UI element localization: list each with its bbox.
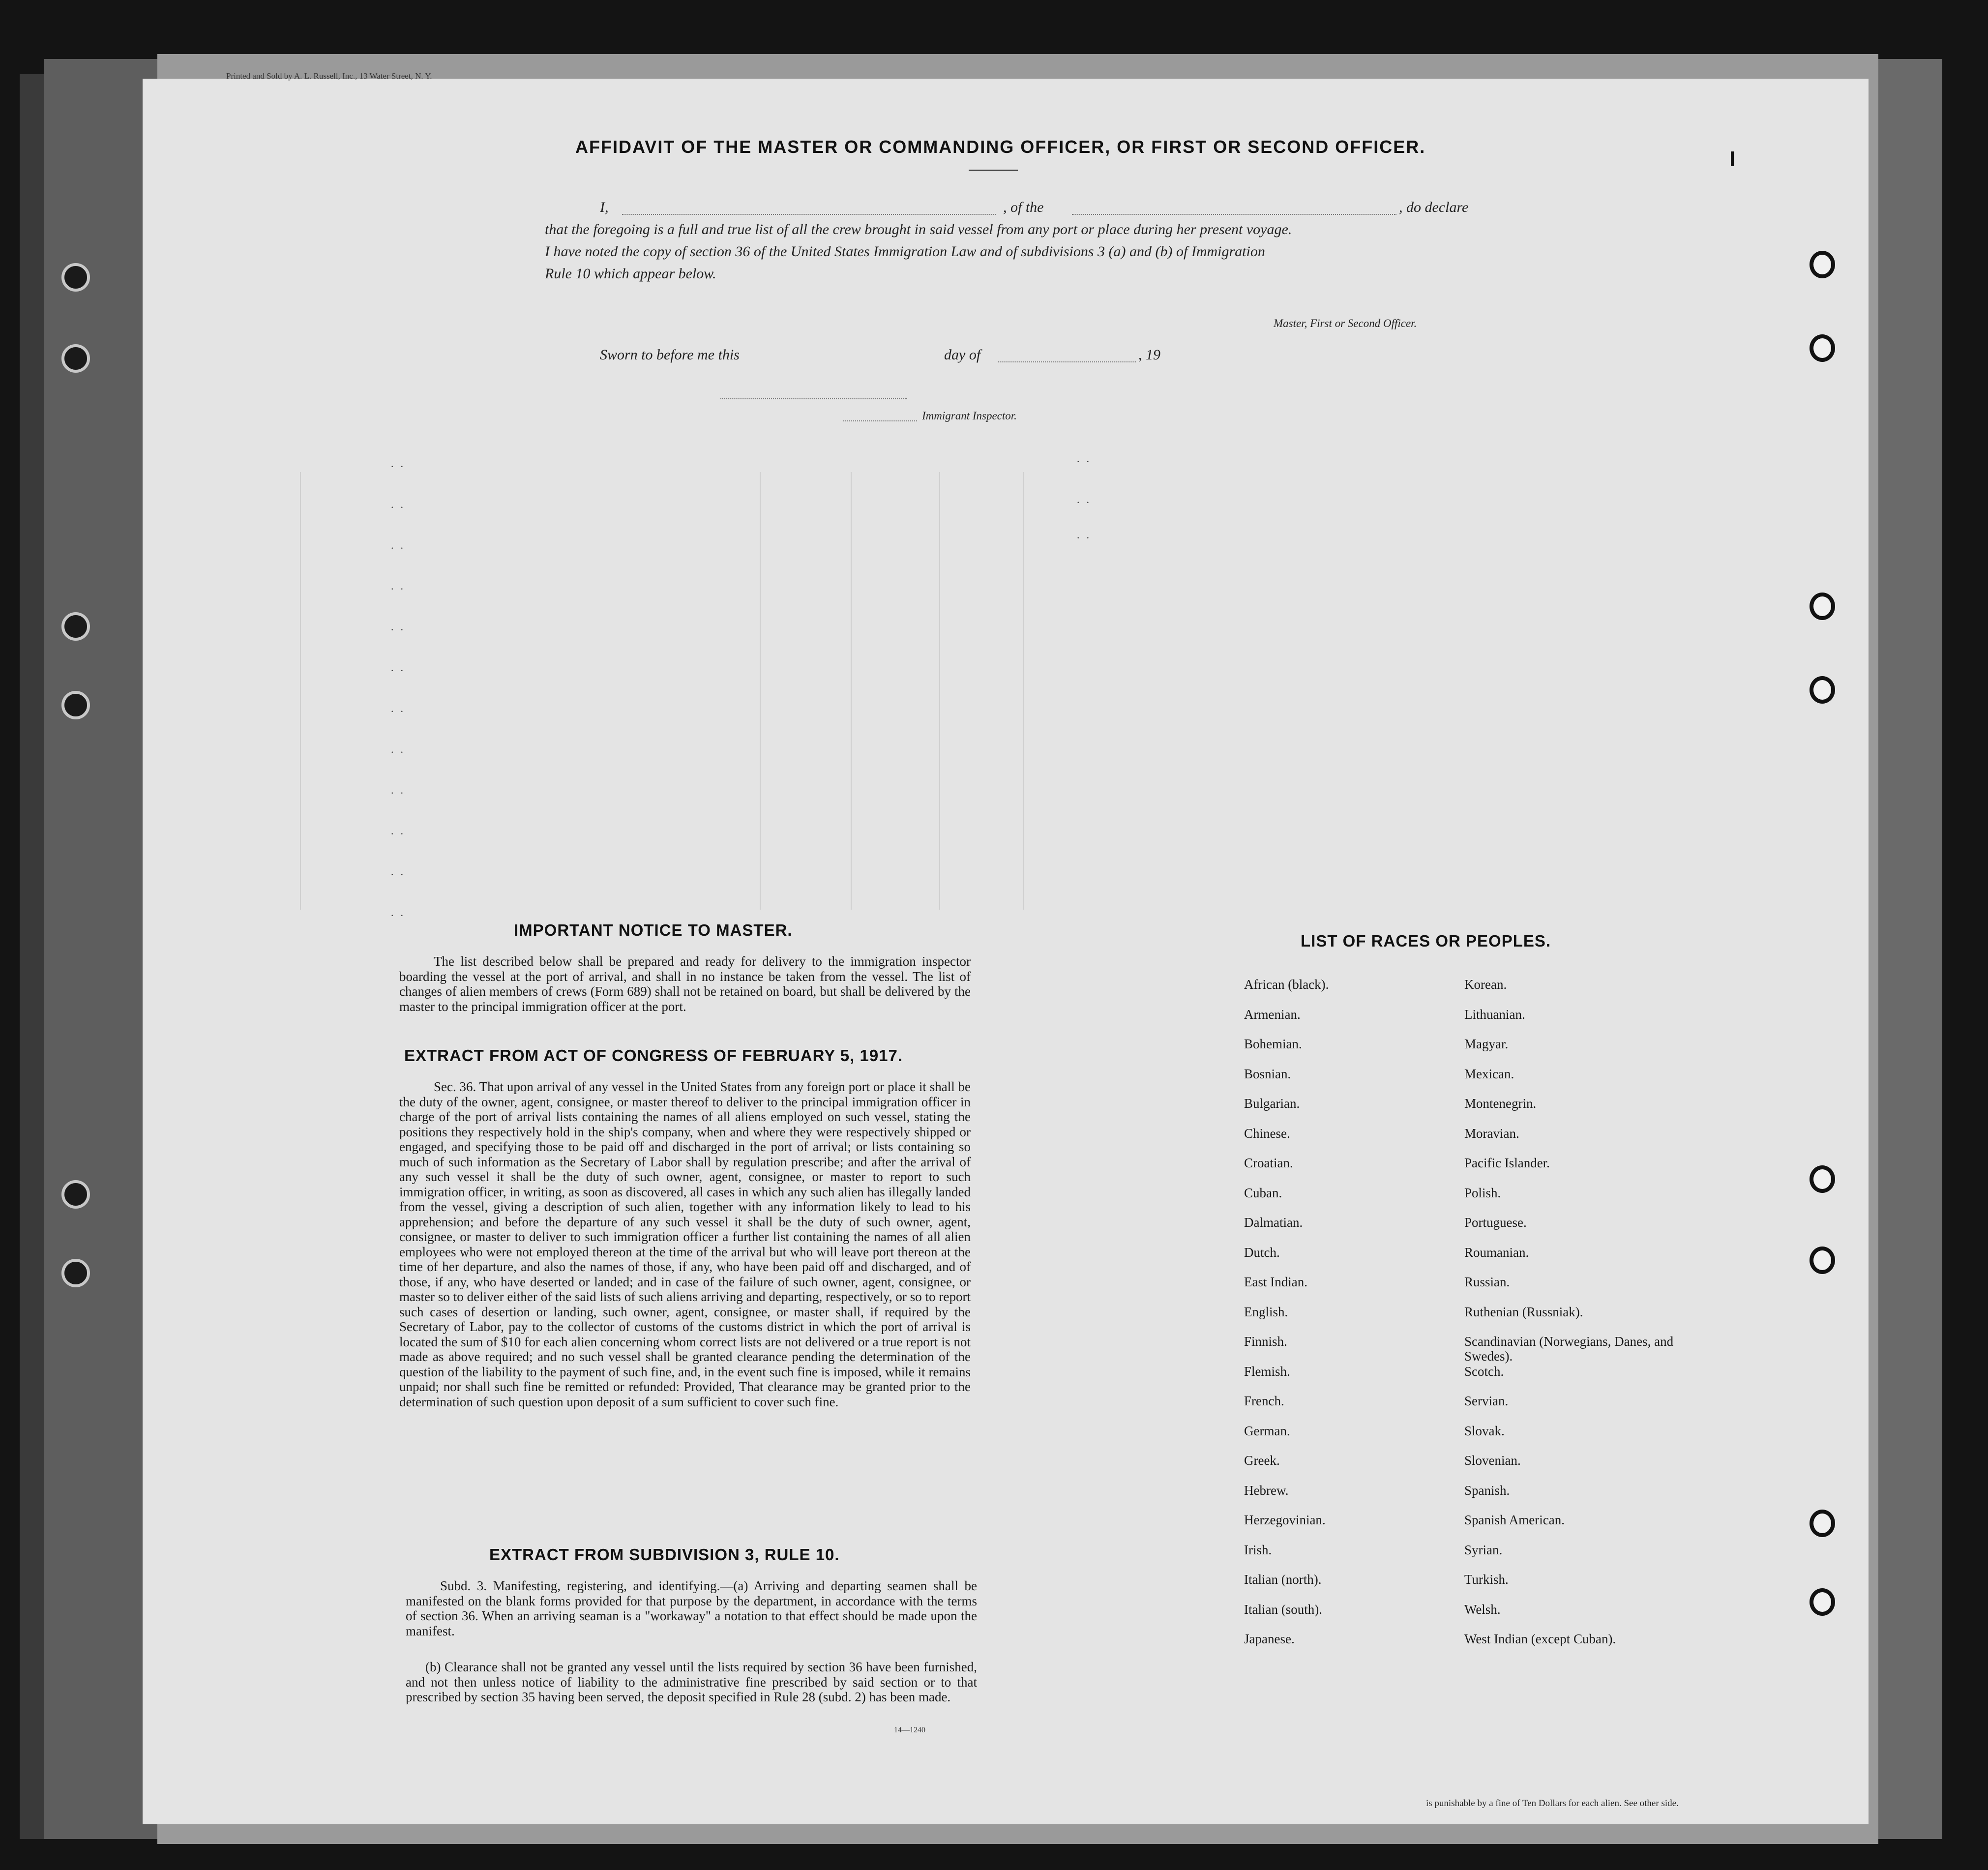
race-item: Greek. — [1244, 1453, 1280, 1468]
background-sheet-left — [44, 59, 157, 1839]
vessel-blank — [1072, 214, 1396, 215]
heading-rule — [969, 170, 1018, 171]
race-item: Portuguese. — [1464, 1215, 1527, 1230]
form-number: 14—1240 — [894, 1726, 925, 1734]
inspector-label: Immigrant Inspector. — [922, 410, 1017, 422]
row-marker: .. — [391, 743, 410, 755]
affidavit-line1-mid: , of the — [1003, 199, 1044, 215]
binder-hole-icon — [1810, 1165, 1835, 1193]
race-item: Irish. — [1244, 1542, 1272, 1557]
year-label: , 19 — [1138, 347, 1160, 363]
affidavit-line3: I have noted the copy of section 36 of the United States Immigration Law and of subdivisions 3 (a) and (b) of Immigration — [545, 243, 1265, 260]
race-item: West Indian (except Cuban). — [1464, 1632, 1616, 1646]
race-item: German. — [1244, 1423, 1290, 1438]
affidavit-line1-start: I, — [600, 199, 609, 215]
binder-hole-icon — [1810, 593, 1835, 620]
race-item: Moravian. — [1464, 1126, 1519, 1141]
extract-act-heading: EXTRACT FROM ACT OF CONGRESS OF FEBRUARY 5, 1917. — [404, 1046, 903, 1065]
binder-hole-icon — [61, 691, 90, 719]
race-item: English. — [1244, 1304, 1288, 1319]
races-left-column — [1244, 977, 1451, 1662]
month-blank — [998, 361, 1136, 362]
race-item: Syrian. — [1464, 1542, 1503, 1557]
race-item: Bohemian. — [1244, 1037, 1302, 1051]
race-item: Hebrew. — [1244, 1483, 1289, 1498]
race-item: Italian (north). — [1244, 1572, 1322, 1587]
race-item: Korean. — [1464, 977, 1507, 992]
race-item: Scandinavian (Norwegians, Danes, and Swedes). — [1464, 1334, 1674, 1364]
race-item: Bulgarian. — [1244, 1096, 1300, 1111]
row-marker: .. — [391, 580, 410, 592]
race-item: Ruthenian (Russniak). — [1464, 1304, 1583, 1319]
race-item: Finnish. — [1244, 1334, 1287, 1349]
row-marker: .. — [391, 621, 410, 633]
race-item: Chinese. — [1244, 1126, 1290, 1141]
row-marker: .. — [1077, 452, 1096, 465]
race-item: Turkish. — [1464, 1572, 1509, 1587]
binder-hole-icon — [1810, 251, 1835, 278]
inspector-signature-blank — [720, 398, 907, 399]
binder-hole-icon — [61, 1180, 90, 1209]
race-item: Armenian. — [1244, 1007, 1301, 1022]
row-marker: .. — [391, 539, 410, 551]
binder-hole-icon — [1810, 334, 1835, 362]
binder-hole-icon — [1810, 1510, 1835, 1537]
row-marker: .. — [391, 825, 410, 837]
race-item: Mexican. — [1464, 1066, 1514, 1081]
race-item: Servian. — [1464, 1394, 1509, 1408]
race-item: Japanese. — [1244, 1632, 1295, 1646]
race-item: African (black). — [1244, 977, 1329, 992]
affidavit-line2: that the foregoing is a full and true list of all the crew brought in said vessel from any port or place during her present voyage. — [545, 221, 1292, 237]
race-item: Italian (south). — [1244, 1602, 1322, 1617]
row-marker: .. — [391, 661, 410, 674]
table-column-line — [1023, 472, 1024, 910]
row-marker: .. — [391, 865, 410, 878]
table-column-line — [939, 472, 940, 910]
row-marker: .. — [391, 498, 410, 510]
table-column-line — [851, 472, 852, 910]
affidavit-line1-end: , do declare — [1399, 199, 1469, 215]
binder-hole-icon — [61, 612, 90, 641]
race-item: East Indian. — [1244, 1275, 1307, 1289]
sworn-label: Sworn to before me this — [600, 347, 740, 363]
race-item: Slovenian. — [1464, 1453, 1521, 1468]
race-item: Pacific Islander. — [1464, 1156, 1550, 1170]
race-item: Scotch. — [1464, 1364, 1504, 1379]
race-item: Lithuanian. — [1464, 1007, 1525, 1022]
binder-hole-icon — [61, 344, 90, 373]
race-item: Polish. — [1464, 1185, 1501, 1200]
binder-hole-icon — [1810, 1588, 1835, 1616]
affidavit-line4: Rule 10 which appear below. — [545, 266, 716, 282]
row-marker: .. — [391, 457, 410, 470]
footer-note: is punishable by a fine of Ten Dollars for each alien. See other side. — [1426, 1798, 1679, 1809]
row-marker: .. — [1077, 529, 1096, 541]
master-signature-label: Master, First or Second Officer. — [1274, 317, 1417, 329]
binder-hole-icon — [1810, 1247, 1835, 1274]
binder-hole-icon — [61, 263, 90, 292]
table-column-line — [760, 472, 761, 910]
extract-rule-heading: EXTRACT FROM SUBDIVISION 3, RULE 10. — [489, 1545, 840, 1564]
races-right-column — [1464, 977, 1681, 1662]
binder-hole-icon — [61, 1259, 90, 1287]
race-item: French. — [1244, 1394, 1284, 1408]
race-item: Magyar. — [1464, 1037, 1509, 1051]
race-item: Bosnian. — [1244, 1066, 1291, 1081]
race-item: Croatian. — [1244, 1156, 1293, 1170]
page-mark — [1731, 151, 1734, 166]
race-item: Herzegovinian. — [1244, 1513, 1326, 1527]
race-item: Welsh. — [1464, 1602, 1501, 1617]
race-item: Spanish. — [1464, 1483, 1510, 1498]
race-item: Russian. — [1464, 1275, 1510, 1289]
row-marker: .. — [391, 906, 410, 919]
day-of-label: day of — [944, 347, 981, 363]
inspector-signature-blank — [843, 420, 917, 421]
table-column-line — [300, 472, 301, 910]
races-heading: LIST OF RACES OR PEOPLES. — [1301, 932, 1551, 950]
race-item: Roumanian. — [1464, 1245, 1529, 1260]
notice-heading: IMPORTANT NOTICE TO MASTER. — [514, 921, 793, 939]
row-marker: .. — [391, 702, 410, 714]
race-item: Spanish American. — [1464, 1513, 1565, 1527]
race-item: Dalmatian. — [1244, 1215, 1303, 1230]
extract-rule-text-a: Subd. 3. Manifesting, registering, and identifying.—(a) Arriving and departing seamen shall be manifested on the blank forms provided for that purpose by the department, in accordance with the terms of section 36. When an arriving seaman is a "workaway" a notation to that effect should be made upon the manifest. — [406, 1578, 977, 1638]
race-item: Dutch. — [1244, 1245, 1280, 1260]
binder-hole-icon — [1810, 676, 1835, 704]
race-item: Cuban. — [1244, 1185, 1282, 1200]
extract-rule-text-b: (b) Clearance shall not be granted any vessel until the lists required by section 36 have been furnished, and not then unless notice of liability to the administrative fine prescribed by said section or to that prescribed by section 35 having been served, the deposit specified in Rule 28 (subd. 2) has been made. — [406, 1660, 977, 1704]
race-item: Flemish. — [1244, 1364, 1290, 1379]
notice-text: The list described below shall be prepared and ready for delivery to the immigration inspector boarding the vessel at the port of arrival, and shall in no instance be taken from the vessel. The list of changes of alien members of crews (Form 689) shall not be retained on board, but shall be delivered by the master to the principal immigration officer at the port. — [399, 954, 971, 1014]
printer-note: Printed and Sold by A. L. Russell, Inc., 13 Water Street, N. Y. — [226, 71, 432, 81]
race-item: Montenegrin. — [1464, 1096, 1537, 1111]
affidavit-heading: AFFIDAVIT OF THE MASTER OR COMMANDING OFFICER, OR FIRST OR SECOND OFFICER. — [575, 137, 1426, 157]
extract-act-text: Sec. 36. That upon arrival of any vessel in the United States from any foreign port or place it shall be the duty of the owner, agent, consignee, or master thereof to deliver to the principal immigration officer in charge of the port of arrival lists containing the names of all aliens employed on such vessel, stating the positions they respectively hold in the ship's company, when and where they were respectively shipped or engaged, and specifying those to be paid off and discharged in the port of arrival; or lists containing so much of such information as the Secretary of Labor shall by regulation prescribe; and after the arrival of any such vessel it shall be the duty of such owner, agent, consignee, or master to report to such immigration officer, in writing, as soon as discovered, all cases in which any such alien has illegally landed from the vessel, giving a description of such alien, together with any information likely to lead to his apprehension; and before the departure of any such vessel it shall be the duty of such owner, agent, consignee, or master to deliver to such immigration officer a further list containing the names of all alien employees who were not employed thereon at the time of the arrival but who will leave port thereon at the time of her departure, and also the names of those, if any, who have been paid off and discharged, and of those, if any, who have deserted or landed; and in case of the failure of such owner, agent, consignee, or master so to deliver either of the said lists of such aliens arriving and departing, respectively, or so to report such cases of desertion or landing, such owner, agent, consignee, or master shall, if required by the Secretary of Labor, pay to the collector of customs of the customs district in which the port of arrival is located the sum of $10 for each alien concerning whom correct lists are not delivered or a true report is not made as above required; and no such vessel shall be granted clearance pending the determination of the question of the liability to the payment of such fine, and, in the event such fine is imposed, while it remains unpaid; nor shall such fine be remitted or refunded: Provided, That clearance may be granted prior to the determination of such question upon deposit of a sum sufficient to cover such fine. — [399, 1079, 971, 1409]
race-item: Slovak. — [1464, 1423, 1505, 1438]
name-blank — [622, 214, 996, 215]
row-marker: .. — [391, 784, 410, 796]
row-marker: .. — [1077, 493, 1096, 505]
